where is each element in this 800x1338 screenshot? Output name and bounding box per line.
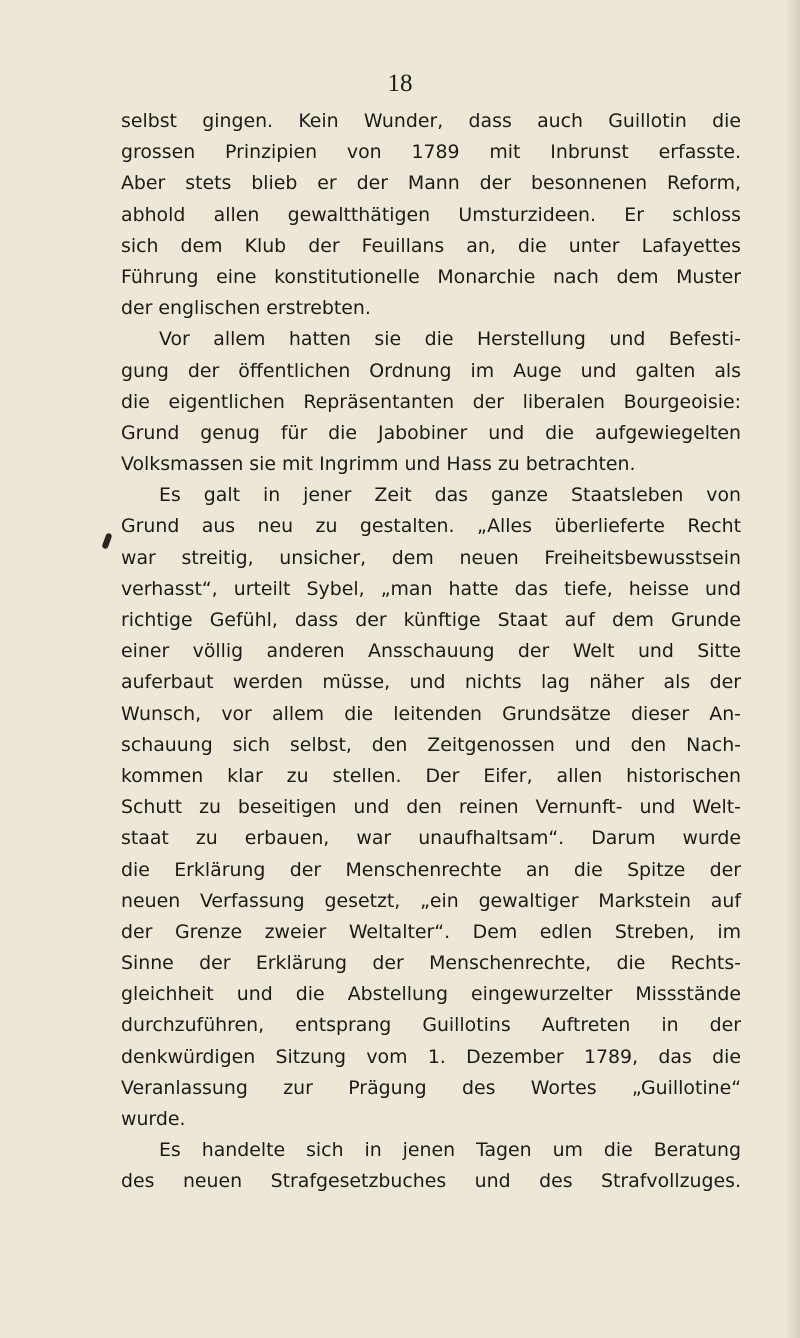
text-line: neuen Verfassung gesetzt, „ein gewaltiger Markstein auf — [121, 889, 741, 912]
text-line: Wunsch, vor allem die leitenden Grundsätze dieser An- — [121, 702, 741, 725]
text-line: kommen klar zu stellen. Der Eifer, allen historischen — [121, 764, 741, 787]
page-number: 18 — [387, 70, 413, 97]
text-line: Vor allem hatten sie die Herstellung und Befesti- — [159, 328, 741, 351]
body-text — [121, 106, 741, 1198]
text-line: Volksmassen sie mit Ingrimm und Hass zu betrachten. — [121, 453, 636, 476]
text-line: denkwürdigen Sitzung vom 1. Dezember 1789, das die — [121, 1045, 741, 1068]
text-line: Veranlassung zur Prägung des Wortes „Guillotine“ — [121, 1076, 741, 1099]
text-line: durchzuführen, entsprang Guillotins Auftreten in der — [121, 1014, 741, 1037]
text-line: Es handelte sich in jenen Tagen um die Beratung — [159, 1139, 741, 1162]
text-line: einer völlig anderen Ansschauung der Welt und Sitte — [121, 640, 741, 663]
text-line: abhold allen gewaltthätigen Umsturzideen. Er schloss — [121, 203, 741, 226]
text-line: wurde. — [121, 1108, 186, 1130]
text-line: Grund genug für die Jabobiner und die aufgewiegelten — [121, 421, 741, 444]
text-line: die eigentlichen Repräsentanten der liberalen Bourgeoisie: — [121, 390, 741, 413]
text-line: gung der öffentlichen Ordnung im Auge und galten als — [121, 359, 741, 382]
text-line: selbst gingen. Kein Wunder, dass auch Guillotin die — [121, 110, 741, 132]
text-line: richtige Gefühl, dass der künftige Staat auf dem Grunde — [121, 609, 741, 631]
text-line: der englischen erstrebten. — [121, 297, 371, 320]
text-line: verhasst“, urteilt Sybel, „man hatte das tiefe, heisse und — [121, 577, 741, 600]
text-line: sich dem Klub der Feuillans an, die unter Lafayettes — [121, 234, 741, 257]
text-line: der Grenze zweier Weltalter“. Dem edlen Streben, im — [121, 920, 741, 943]
text-line: auferbaut werden müsse, und nichts lag näher als der — [121, 671, 741, 694]
text-line: Führung eine konstitutionelle Monarchie nach dem Muster — [121, 265, 741, 288]
text-line: die Erklärung der Menschenrechte an die Spitze der — [121, 858, 741, 881]
text-line: schauung sich selbst, den Zeitgenossen und den Nach- — [121, 733, 741, 756]
text-line: Es galt in jener Zeit das ganze Staatsleben von — [159, 484, 741, 507]
page-edge-shadow — [786, 0, 800, 1338]
text-line: war streitig, unsicher, dem neuen Freiheitsbewusstsein — [121, 546, 741, 569]
text-line: Sinne der Erklärung der Menschenrechte, die Rechts- — [121, 952, 741, 975]
text-line: Schutt zu beseitigen und den reinen Vernunft- und Welt- — [121, 796, 741, 819]
text-line: des neuen Strafgesetzbuches und des Strafvollzuges. — [121, 1170, 741, 1193]
text-line: Grund aus neu zu gestalten. „Alles überlieferte Recht — [121, 515, 741, 538]
text-line: gleichheit und die Abstellung eingewurzelter Missstände — [121, 983, 741, 1006]
margin-ink-mark — [101, 532, 112, 549]
text-line: grossen Prinzipien von 1789 mit Inbrunst erfasste. — [121, 141, 741, 164]
text-line: staat zu erbauen, war unaufhaltsam“. Darum wurde — [121, 827, 741, 850]
text-line: Aber stets blieb er der Mann der besonnenen Reform, — [121, 172, 741, 195]
